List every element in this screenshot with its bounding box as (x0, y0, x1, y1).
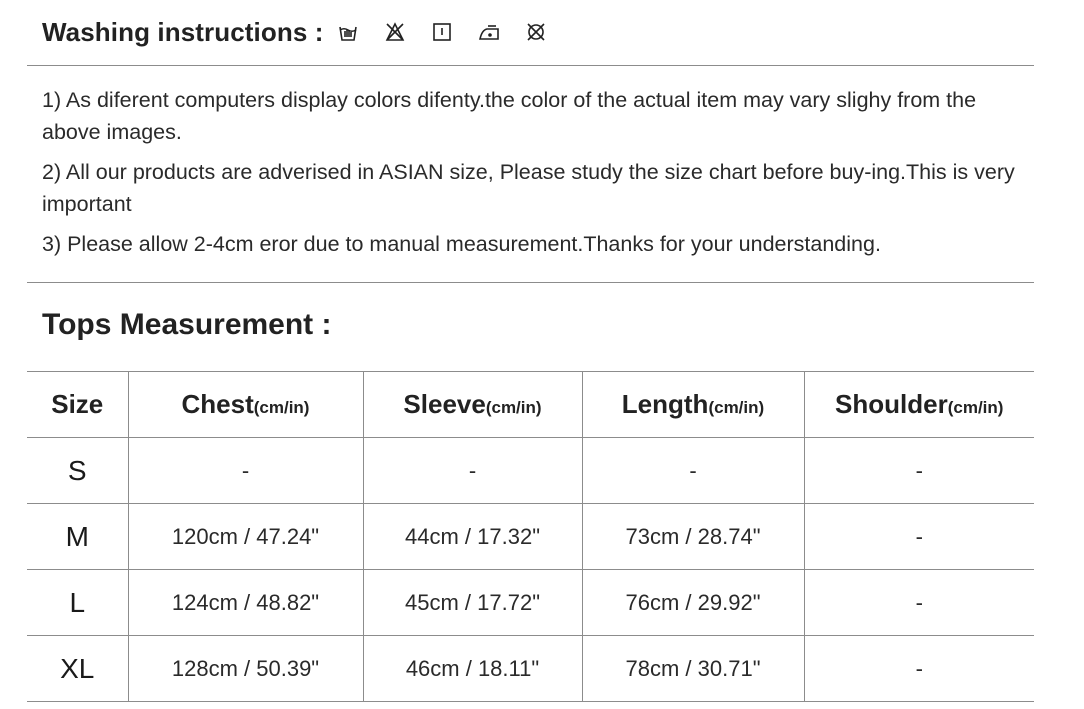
size-cell: S (27, 438, 128, 504)
chest-cell: 124cm / 48.82" (128, 570, 363, 636)
chest-cell: - (128, 438, 363, 504)
table-row (27, 504, 1034, 570)
header-sleeve: Sleeve(cm/in) (363, 372, 582, 438)
size-cell: XL (27, 636, 128, 702)
no-bleach-icon (384, 21, 406, 43)
size-chart-table (27, 371, 1034, 702)
length-cell: - (582, 438, 804, 504)
notes-list (42, 84, 1027, 268)
size-cell: M (27, 504, 128, 570)
divider (27, 65, 1034, 66)
chest-cell: 120cm / 47.24" (128, 504, 363, 570)
sleeve-cell: 46cm / 18.11" (363, 636, 582, 702)
header-length: Length(cm/in) (582, 372, 804, 438)
header-size: Size (27, 372, 128, 438)
tumble-dry-icon (431, 21, 453, 43)
note-item: 2) All our products are adverised in ASIAN size, Please study the size chart before buy-ing.This is very important (42, 160, 1015, 216)
washing-instructions (42, 12, 572, 52)
divider (27, 282, 1034, 283)
sleeve-cell: 45cm / 17.72" (363, 570, 582, 636)
washing-icons (337, 21, 572, 43)
header-shoulder: Shoulder(cm/in) (804, 372, 1034, 438)
chest-cell: 128cm / 50.39" (128, 636, 363, 702)
shoulder-cell: - (804, 504, 1034, 570)
sleeve-cell: 44cm / 17.32" (363, 504, 582, 570)
length-cell: 76cm / 29.92" (582, 570, 804, 636)
note-item: 3) Please allow 2-4cm eror due to manual measurement.Thanks for your understanding. (42, 232, 881, 256)
size-cell: L (27, 570, 128, 636)
table-row (27, 438, 1034, 504)
washing-instructions-title: Washing instructions : (42, 16, 324, 47)
table-header-row (27, 372, 1034, 438)
shoulder-cell: - (804, 570, 1034, 636)
measurement-title: Tops Measurement : (42, 308, 332, 341)
table-row (27, 570, 1034, 636)
header-chest: Chest(cm/in) (128, 372, 363, 438)
no-dry-clean-icon (525, 21, 547, 43)
shoulder-cell: - (804, 636, 1034, 702)
length-cell: 78cm / 30.71" (582, 636, 804, 702)
sleeve-cell: - (363, 438, 582, 504)
shoulder-cell: - (804, 438, 1034, 504)
table-row (27, 636, 1034, 702)
iron-low-icon (478, 21, 500, 43)
note-item: 1) As diferent computers display colors difenty.the color of the actual item may vary slighy from the above images. (42, 88, 977, 144)
length-cell: 73cm / 28.74" (582, 504, 804, 570)
hand-wash-icon (337, 21, 359, 43)
